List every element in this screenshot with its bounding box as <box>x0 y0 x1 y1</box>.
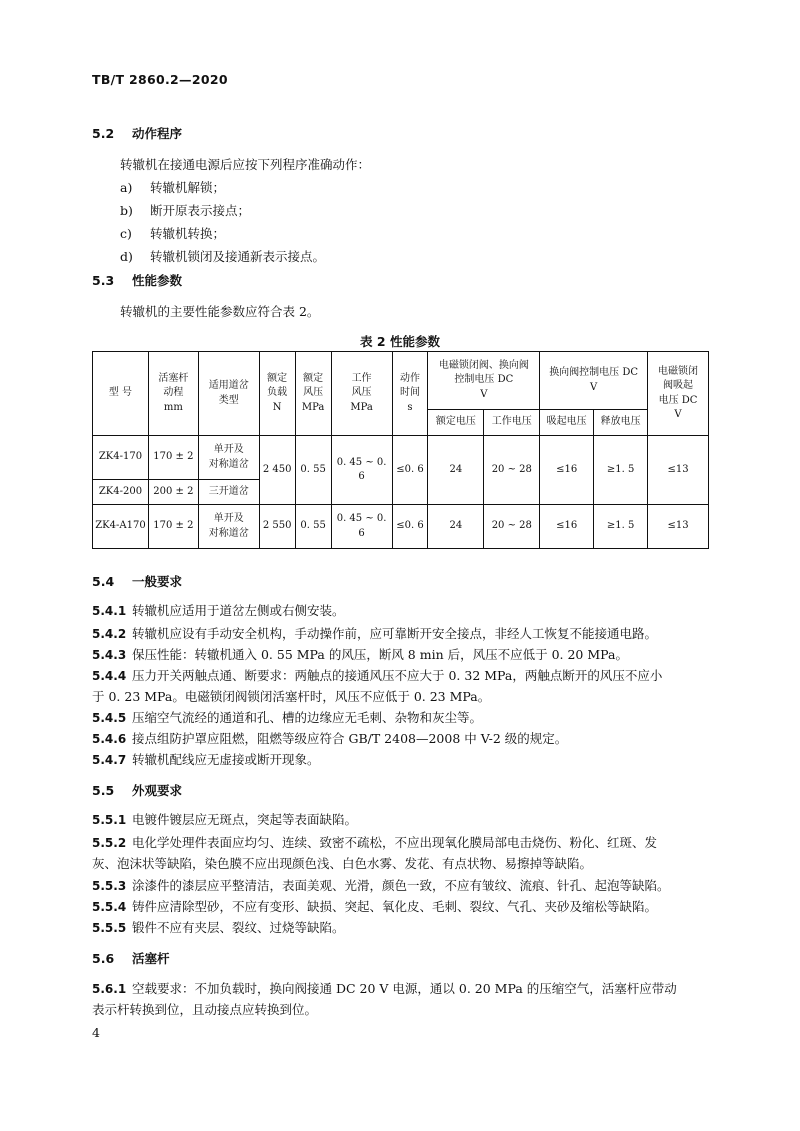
th-turnout: 适用道岔 类型 <box>198 352 259 436</box>
th-stroke: 活塞杆 动程 mm <box>148 352 198 436</box>
cell-work-pressure: 0. 45 ~ 0. 6 <box>331 505 392 549</box>
th-time: 动作 时间 s <box>392 352 428 436</box>
clause-5-5-2-continued: 灰、泡沫状等缺陷，染色膜不应出现颜色浅、白色水雾、发花、有点状物、易擦掉等缺陷。 <box>92 856 593 871</box>
section-heading-5-4: 5.4 一般要求 <box>92 574 183 589</box>
cell-rated-v: 24 <box>428 436 484 505</box>
cell-work-pressure: 0. 45 ~ 0. 6 <box>331 436 392 505</box>
section-heading-5-2: 5.2 动作程序 <box>92 126 183 141</box>
list-item: b) 断开原表示接点； <box>120 203 251 218</box>
cell-stroke: 170 ± 2 <box>148 505 198 549</box>
th-model: 型 号 <box>93 352 149 436</box>
cell-turnout: 单开及 对称道岔 <box>198 436 259 480</box>
th-work-pressure: 工作 风压 MPa <box>331 352 392 436</box>
th-lock-valve: 电磁锁闭阀、换向阀 控制电压 DC V <box>428 352 540 410</box>
cell-time: ≤0. 6 <box>392 505 428 549</box>
clause-5-4-1: 5.4.1 转辙机应适用于道岔左侧或右侧安装。 <box>92 603 345 618</box>
cell-model: ZK4-A170 <box>93 505 149 549</box>
clause-5-5-4: 5.5.4 铸件应清除型砂，不应有变形、缺损、突起、氧化皮、毛刺、裂纹、气孔、夹砂及缩松等缺陷。 <box>92 899 658 914</box>
list-item: c) 转辙机转换； <box>120 226 226 241</box>
clause-5-4-7: 5.4.7 转辙机配线应无虚接或断开现象。 <box>92 752 320 767</box>
cell-pull-v: ≤16 <box>540 505 594 549</box>
cell-work-v: 20 ~ 28 <box>484 505 540 549</box>
cell-pressure: 0. 55 <box>295 436 331 505</box>
cell-time: ≤0. 6 <box>392 436 428 505</box>
cell-lock-suck: ≤13 <box>648 436 709 505</box>
th-release-v: 释放电压 <box>594 410 648 436</box>
cell-turnout: 三开道岔 <box>198 480 259 505</box>
clause-5-6-1: 5.6.1 空载要求：不加负载时，换向阀接通 DC 20 V 电源，通以 0. 20 MPa 的压缩空气，活塞杆应带动 <box>92 981 677 996</box>
document-id: TB/T 2860.2—2020 <box>92 72 228 87</box>
section-heading-5-6: 5.6 活塞杆 <box>92 951 170 966</box>
cell-work-v: 20 ~ 28 <box>484 436 540 505</box>
clause-5-5-5: 5.5.5 锻件不应有夹层、裂纹、过烧等缺陷。 <box>92 920 345 935</box>
th-load: 额定 负载 N <box>259 352 295 436</box>
cell-model: ZK4-170 <box>93 436 149 480</box>
th-work-v: 工作电压 <box>484 410 540 436</box>
paragraph: 转辙机的主要性能参数应符合表 2。 <box>120 304 320 319</box>
clause-5-4-3: 5.4.3 保压性能：转辙机通入 0. 55 MPa 的风压，断风 8 min 后，风压不应低于 0. 20 MPa。 <box>92 647 628 662</box>
cell-stroke: 170 ± 2 <box>148 436 198 480</box>
clause-5-6-1-continued: 表示杆转换到位，且动接点应转换到位。 <box>92 1002 318 1017</box>
clause-5-5-3: 5.5.3 涂漆件的漆层应平整清洁，表面美观、光滑，颜色一致，不应有皱纹、流痕、针孔、起泡等缺陷。 <box>92 878 670 893</box>
table-caption: 表 2 性能参数 <box>360 334 440 349</box>
cell-release-v: ≥1. 5 <box>594 505 648 549</box>
clause-5-4-5: 5.4.5 压缩空气流经的通道和孔、槽的边缘应无毛刺、杂物和灰尘等。 <box>92 710 483 725</box>
list-item: d) 转辙机锁闭及接通新表示接点。 <box>120 249 326 264</box>
page-number: 4 <box>92 1025 100 1040</box>
th-rev-valve: 换向阀控制电压 DC V <box>540 352 648 410</box>
list-item: a) 转辙机解锁； <box>120 180 226 195</box>
performance-table <box>92 351 709 549</box>
section-heading-5-3: 5.3 性能参数 <box>92 273 183 288</box>
cell-release-v: ≥1. 5 <box>594 436 648 505</box>
th-pressure: 额定 风压 MPa <box>295 352 331 436</box>
th-lock-suck: 电磁锁闭 阀吸起 电压 DC V <box>648 352 709 436</box>
cell-turnout: 单开及 对称道岔 <box>198 505 259 549</box>
section-heading-5-5: 5.5 外观要求 <box>92 783 183 798</box>
th-pull-v: 吸起电压 <box>540 410 594 436</box>
cell-load: 2 550 <box>259 505 295 549</box>
cell-rated-v: 24 <box>428 505 484 549</box>
cell-lock-suck: ≤13 <box>648 505 709 549</box>
cell-model: ZK4-200 <box>93 480 149 505</box>
clause-5-4-2: 5.4.2 转辙机应设有手动安全机构，手动操作前，应可靠断开安全接点，非经人工恢复不能接通电路。 <box>92 626 658 641</box>
clause-5-4-4: 5.4.4 压力开关两触点通、断要求：两触点的接通风压不应大于 0. 32 MPa，两触点断开的风压不应小 <box>92 668 663 683</box>
cell-pressure: 0. 55 <box>295 505 331 549</box>
clause-5-4-4-continued: 于 0. 23 MPa。电磁锁闭阀锁闭活塞杆时，风压不应低于 0. 23 MPa。 <box>92 689 491 704</box>
clause-5-5-2: 5.5.2 电化学处理件表面应均匀、连续、致密不疏松，不应出现氧化膜局部电击烧伤、粉化、红斑、发 <box>92 835 658 850</box>
cell-stroke: 200 ± 2 <box>148 480 198 505</box>
cell-pull-v: ≤16 <box>540 436 594 505</box>
cell-load: 2 450 <box>259 436 295 505</box>
paragraph: 转辙机在接通电源后应按下列程序准确动作： <box>120 157 371 172</box>
clause-5-4-6: 5.4.6 接点组防护罩应阻燃，阻燃等级应符合 GB/T 2408—2008 中 V-2 级的规定。 <box>92 731 568 746</box>
clause-5-5-1: 5.5.1 电镀件镀层应无斑点，突起等表面缺陷。 <box>92 812 358 827</box>
th-rated-v: 额定电压 <box>428 410 484 436</box>
